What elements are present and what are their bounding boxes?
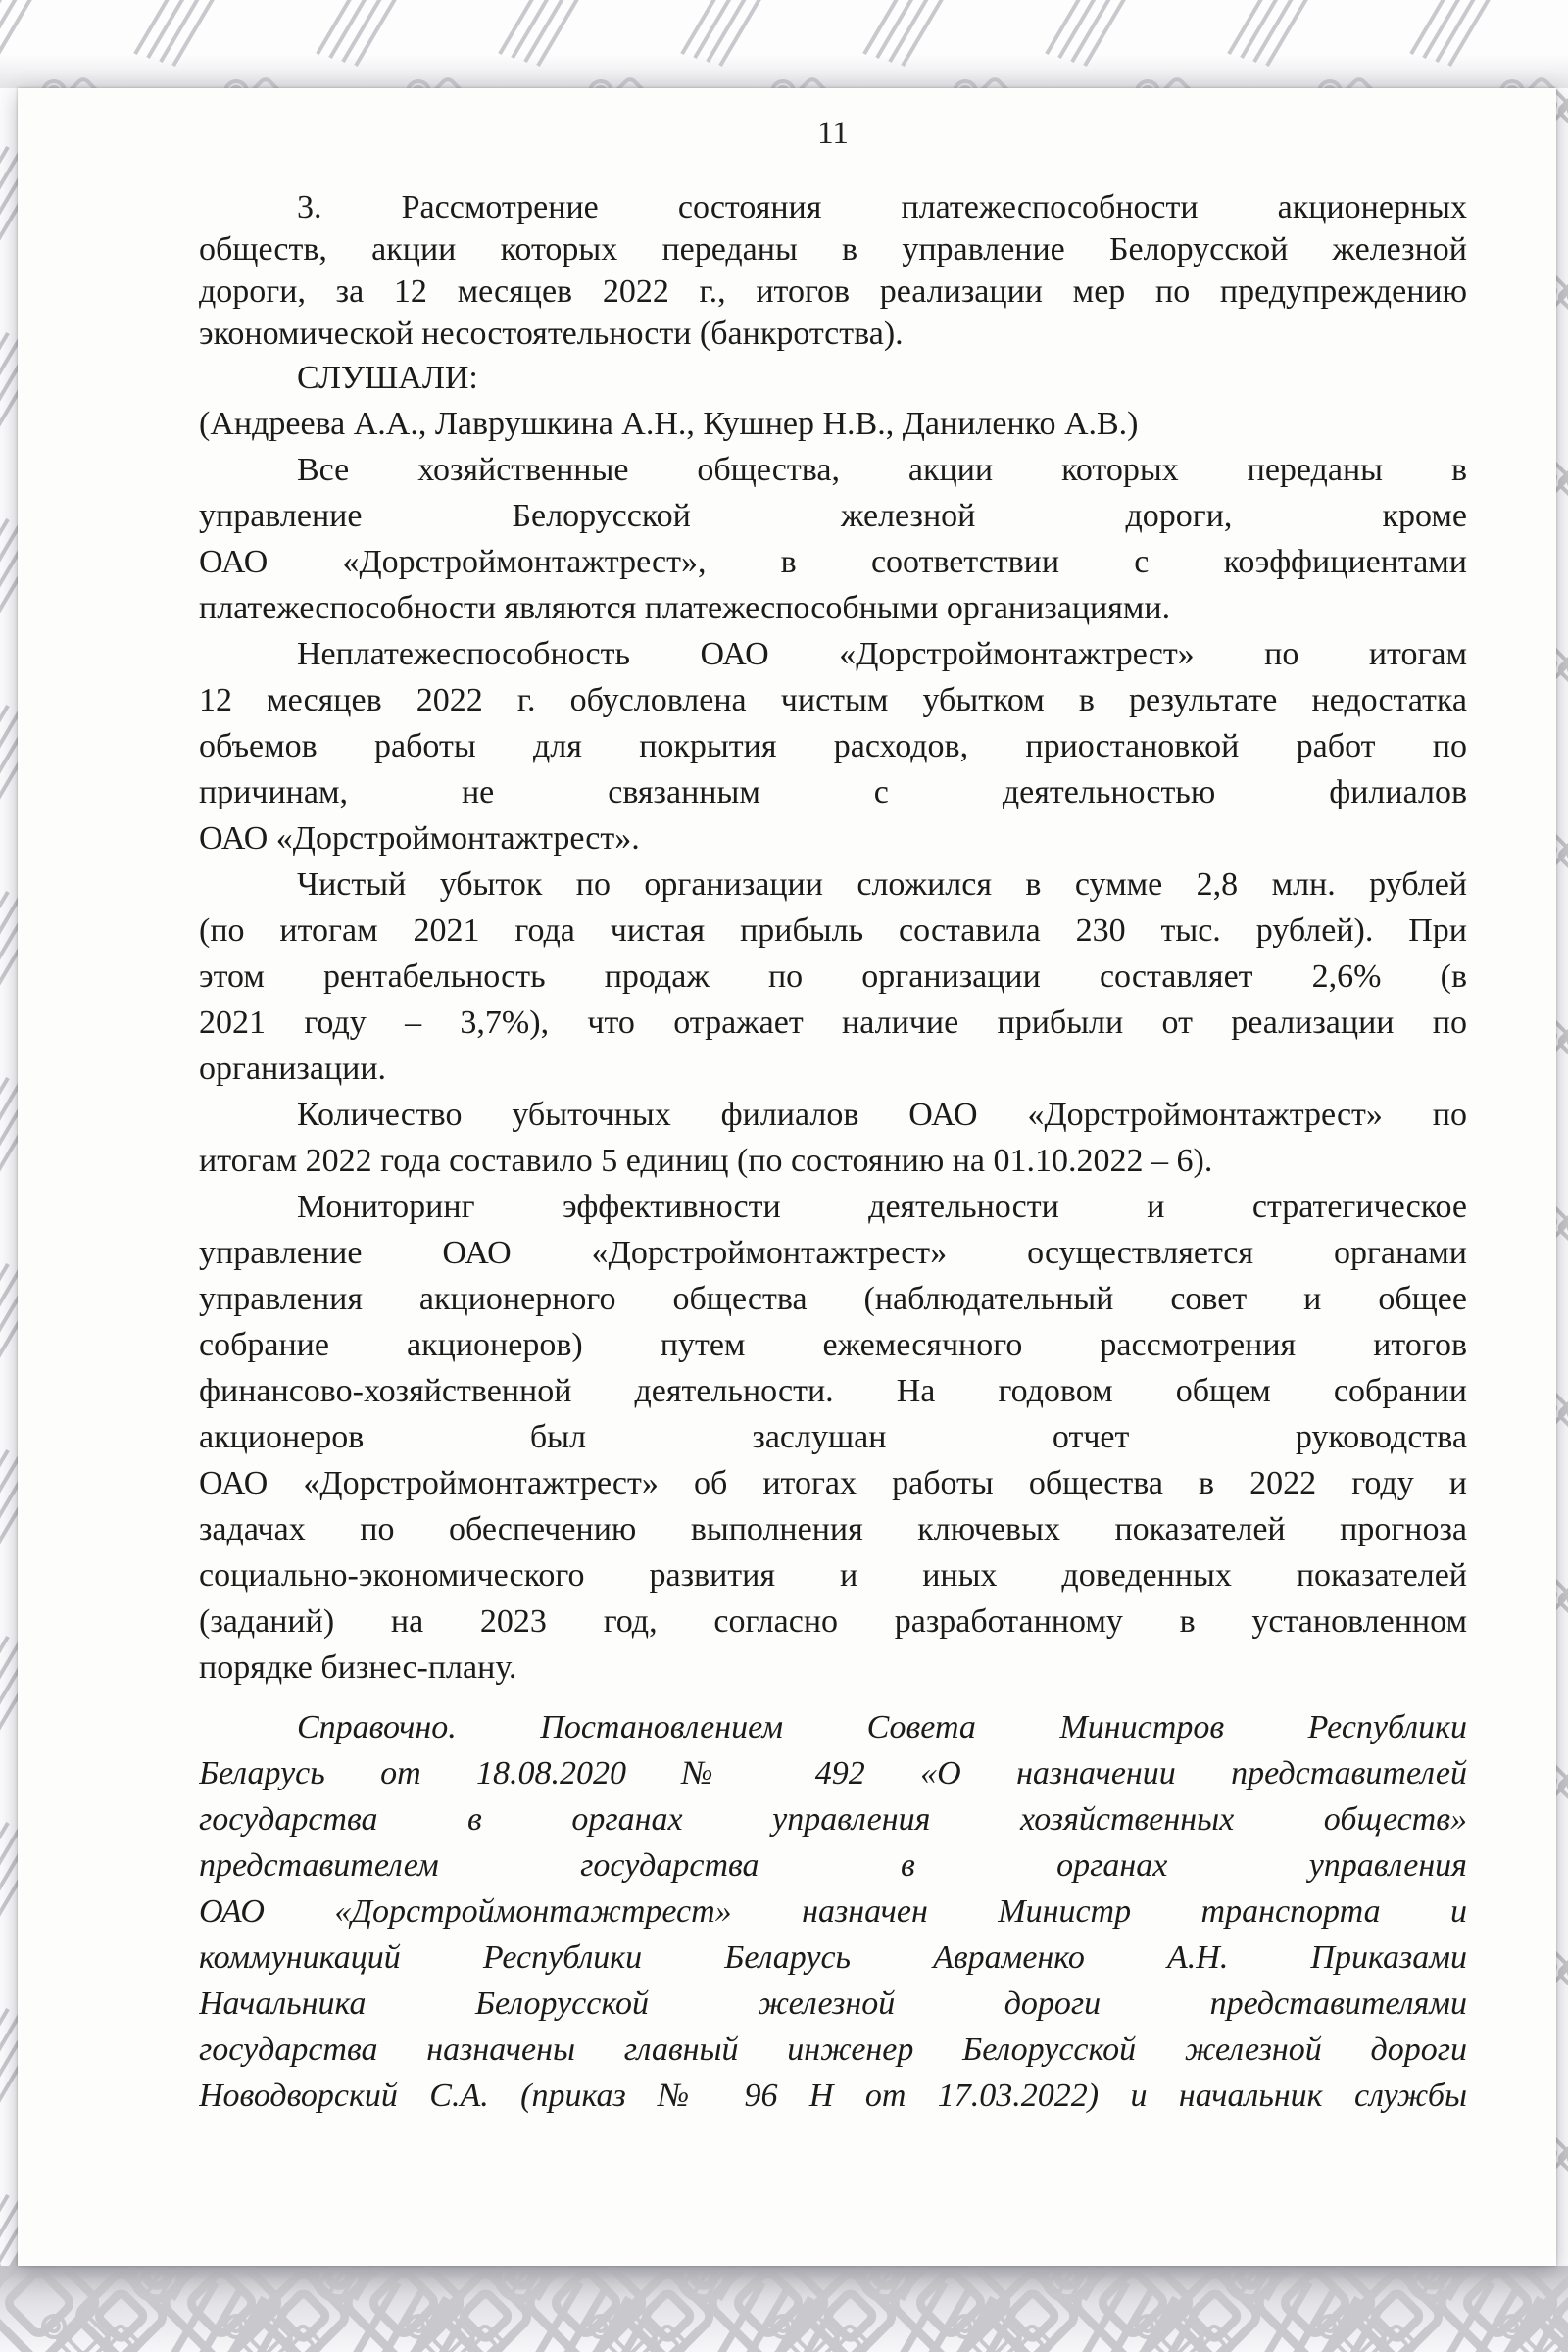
text-line: организации. <box>199 1051 387 1087</box>
text-line: государства в органах управления хозяйственных обществ» <box>199 1801 1467 1838</box>
paragraph-heard-heading <box>199 355 1467 401</box>
paragraph-insolvency-reasons <box>199 631 1467 861</box>
paragraph-all-companies-solvent <box>199 447 1467 631</box>
page-number: 11 <box>817 116 849 151</box>
text-line: (Андреева А.А., Лаврушкина А.Н., Кушнер Н.В., Даниленко А.В.) <box>199 406 1139 442</box>
text-line: Беларусь от 18.08.2020 № 492 «О назначении представителей <box>199 1755 1467 1791</box>
text-line: ОАО «Дорстроймонтажтрест» назначен Министр транспорта и <box>199 1893 1467 1930</box>
text-line: (заданий) на 2023 год, согласно разработанному в установленном <box>199 1603 1467 1640</box>
text-line: Начальника Белорусской железной дороги представителями <box>199 1985 1467 2022</box>
text-line: СЛУШАЛИ: <box>297 360 478 396</box>
paragraph-speakers-list <box>199 401 1467 447</box>
text-line: представителем государства в органах управления <box>199 1847 1467 1884</box>
text-line: Количество убыточных филиалов ОАО «Дорстроймонтажтрест» по <box>297 1097 1467 1133</box>
text-line: этом рентабельность продаж по организации составляет 2,6% (в <box>199 958 1467 995</box>
text-line: платежеспособности являются платежеспособными организациями. <box>199 590 1171 626</box>
text-line: коммуникаций Республики Беларусь Авраменко А.Н. Приказами <box>199 1939 1467 1976</box>
text-line: 3. Рассмотрение состояния платежеспособности акционерных <box>297 189 1467 225</box>
text-line: ОАО «Дорстроймонтажтрест». <box>199 820 640 857</box>
text-line: 12 месяцев 2022 г. обусловлена чистым убытком в результате недостатка <box>199 682 1467 718</box>
text-line: обществ, акции которых переданы в управление Белорусской железной <box>199 231 1467 268</box>
text-line: акционеров был заслушан отчет руководства <box>199 1419 1467 1455</box>
paragraph-agenda-item-3 <box>199 186 1467 355</box>
text-line: государства назначены главный инженер Белорусской железной дороги <box>199 2032 1467 2068</box>
text-line: Неплатежеспособность ОАО «Дорстроймонтажтрест» по итогам <box>297 636 1467 672</box>
text-line: финансово-хозяйственной деятельности. На годовом общем собрании <box>199 1373 1467 1409</box>
text-line: порядке бизнес-плану. <box>199 1649 517 1686</box>
paragraph-monitoring-governance <box>199 1184 1467 1690</box>
text-line: социально-экономического развития и иных доведенных показателей <box>199 1557 1467 1593</box>
paragraph-loss-making-branches <box>199 1092 1467 1184</box>
text-line: итогам 2022 года составило 5 единиц (по состоянию на 01.10.2022 – 6). <box>199 1143 1213 1179</box>
document-page <box>18 88 1556 2266</box>
text-line: (по итогам 2021 года чистая прибыль составила 230 тыс. рублей). При <box>199 912 1467 949</box>
document-body <box>199 186 1467 2119</box>
paragraph-net-loss-figures <box>199 861 1467 1092</box>
text-line: задачах по обеспечению выполнения ключевых показателей прогноза <box>199 1511 1467 1547</box>
text-line: причинам, не связанным с деятельностью филиалов <box>199 774 1467 810</box>
text-line: управление ОАО «Дорстроймонтажтрест» осуществляется органами <box>199 1235 1467 1271</box>
text-line: Чистый убыток по организации сложился в сумме 2,8 млн. рублей <box>297 866 1467 903</box>
text-line: управление Белорусской железной дороги, кроме <box>199 498 1467 534</box>
text-line: ОАО «Дорстроймонтажтрест» об итогах работы общества в 2022 году и <box>199 1465 1467 1501</box>
text-line: Новодворский С.А. (приказ № 96 Н от 17.03.2022) и начальник службы <box>199 2078 1467 2114</box>
text-line: экономической несостоятельности (банкротства). <box>199 316 904 352</box>
text-line: 2021 году – 3,7%), что отражает наличие прибыли от реализации по <box>199 1004 1467 1041</box>
text-line: Справочно. Постановлением Совета Министров Республики <box>297 1709 1467 1745</box>
text-line: Мониторинг эффективности деятельности и стратегическое <box>297 1189 1467 1225</box>
text-line: управления акционерного общества (наблюдательный совет и общее <box>199 1281 1467 1317</box>
paragraph-reference-note <box>199 1704 1467 2119</box>
text-line: объемов работы для покрытия расходов, приостановкой работ по <box>199 728 1467 764</box>
text-line: дороги, за 12 месяцев 2022 г., итогов реализации мер по предупреждению <box>199 273 1467 310</box>
text-line: собрание акционеров) путем ежемесячного рассмотрения итогов <box>199 1327 1467 1363</box>
text-line: Все хозяйственные общества, акции которых переданы в <box>297 452 1467 488</box>
text-line: ОАО «Дорстроймонтажтрест», в соответствии с коэффициентами <box>199 544 1467 580</box>
